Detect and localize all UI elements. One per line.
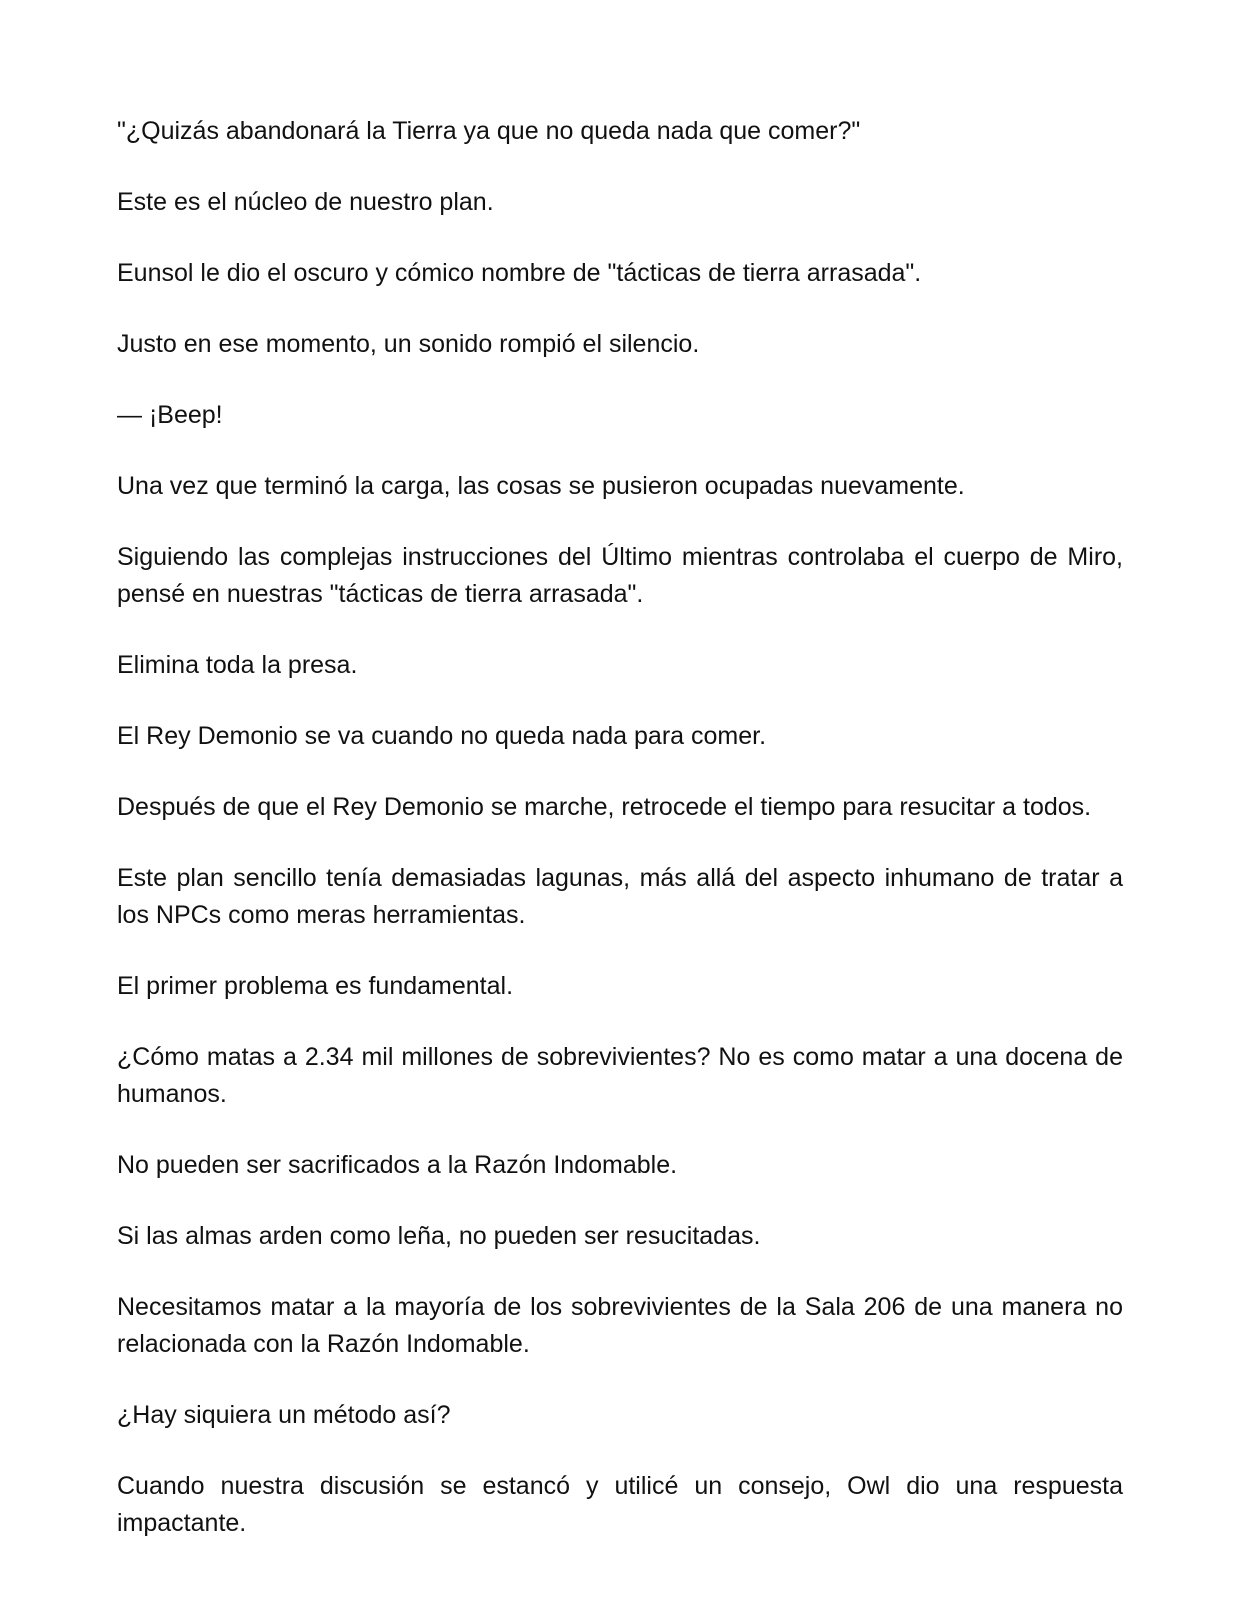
paragraph-12: El primer problema es fundamental. (117, 972, 514, 1000)
paragraph-1: "¿Quizás abandonará la Tierra ya que no queda nada que comer?" (117, 117, 861, 145)
paragraph-5: — ¡Beep! (117, 401, 223, 429)
paragraph-17: ¿Hay siquiera un método así? (117, 1401, 451, 1429)
paragraph-10: Después de que el Rey Demonio se marche, retrocede el tiempo para resucitar a todos. (117, 793, 1092, 821)
paragraph-9: El Rey Demonio se va cuando no queda nada para comer. (117, 722, 767, 750)
paragraph-14: No pueden ser sacrificados a la Razón Indomable. (117, 1151, 678, 1179)
paragraph-11: Este plan sencillo tenía demasiadas lagunas, más allá del aspecto inhumano de tratar a los NPCs como meras herramientas. (117, 864, 1123, 929)
paragraph-7: Siguiendo las complejas instrucciones del Último mientras controlaba el cuerpo de Miro, pensé en nuestras "tácticas de tierra arrasada". (117, 543, 1123, 608)
paragraph-8: Elimina toda la presa. (117, 651, 358, 679)
paragraph-18: Cuando nuestra discusión se estancó y utilicé un consejo, Owl dio una respuesta impactante. (117, 1472, 1123, 1537)
paragraph-15: Si las almas arden como leña, no pueden ser resucitadas. (117, 1222, 761, 1250)
paragraph-4: Justo en ese momento, un sonido rompió el silencio. (117, 330, 700, 358)
paragraph-2: Este es el núcleo de nuestro plan. (117, 188, 494, 216)
paragraph-3: Eunsol le dio el oscuro y cómico nombre de "tácticas de tierra arrasada". (117, 259, 922, 287)
paragraph-16: Necesitamos matar a la mayoría de los sobrevivientes de la Sala 206 de una manera no relacionada con la Razón Indomable. (117, 1293, 1123, 1358)
document-page (117, 113, 1123, 1576)
paragraph-6: Una vez que terminó la carga, las cosas se pusieron ocupadas nuevamente. (117, 472, 965, 500)
paragraph-13: ¿Cómo matas a 2.34 mil millones de sobrevivientes? No es como matar a una docena de humanos. (117, 1043, 1123, 1108)
